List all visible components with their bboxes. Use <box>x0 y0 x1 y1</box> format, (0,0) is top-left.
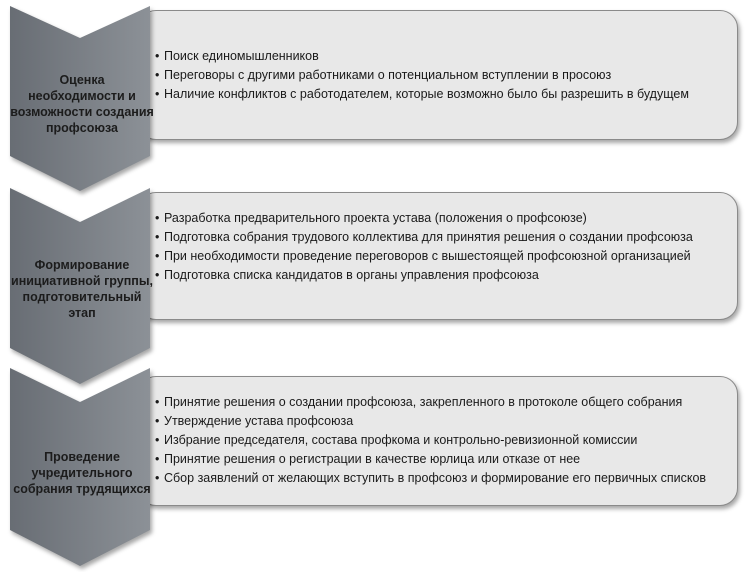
stage-2-title: Формирование инициативной группы, подготовительный этап <box>11 258 153 320</box>
stage-2-details-box <box>138 192 738 320</box>
stage-3-list <box>155 393 725 488</box>
stage-1 <box>0 6 750 196</box>
list-item: • Разработка предварительного проекта устава (положения о профсоюзе) <box>155 209 725 228</box>
list-item-text: Избрание председателя, состава профкома и контрольно-ревизионной комиссии <box>164 433 638 447</box>
list-item-text: Утверждение устава профсоюза <box>164 414 354 428</box>
list-item: • Избрание председателя, состава профкома и контрольно-ревизионной комиссии <box>155 431 725 450</box>
stage-1-list <box>155 47 725 104</box>
list-item: • Подготовка списка кандидатов в органы управления профсоюза <box>155 266 725 285</box>
list-item-text: При необходимости проведение переговоров с вышестоящей профсоюзной организацией <box>164 249 691 263</box>
list-item-text: Сбор заявлений от желающих вступить в профсоюз и формирование его первичных списков <box>164 471 707 485</box>
list-item: • Принятие решения о регистрации в качестве юрлица или отказе от нее <box>155 450 725 469</box>
list-item: • Переговоры с другими работниками о потенциальном вступлении в просоюз <box>155 66 725 85</box>
stage-1-details-box <box>138 10 738 140</box>
stage-3-title: Проведение учредительного собрания трудящихся <box>13 450 151 496</box>
list-item-text: Принятие решения о создании профсоюза, закрепленного в протоколе общего собрания <box>164 395 683 409</box>
stage-3 <box>0 368 750 572</box>
list-item-text: Подготовка собрания трудового коллектива для принятия решения о создании профсоюза <box>164 230 693 244</box>
stage-1-title: Оценка необходимости и возможности создания профсоюза <box>10 73 154 135</box>
list-item: • Подготовка собрания трудового коллектива для принятия решения о создании профсоюза <box>155 228 725 247</box>
list-item: • Наличие конфликтов с работодателем, которые возможно было бы разрешить в будущем <box>155 85 725 104</box>
list-item: • Сбор заявлений от желающих вступить в профсоюз и формирование его первичных списков <box>155 469 725 488</box>
stage-3-details-box <box>138 376 738 506</box>
list-item-text: Принятие решения о регистрации в качестве юрлица или отказе от нее <box>164 452 581 466</box>
stage-2 <box>0 188 750 386</box>
list-item-text: Наличие конфликтов с работодателем, которые возможно было бы разрешить в будущем <box>164 87 689 101</box>
list-item-text: Разработка предварительного проекта устава (положения о профсоюзе) <box>164 211 587 225</box>
list-item: • При необходимости проведение переговоров с вышестоящей профсоюзной организацией <box>155 247 725 266</box>
list-item-text: Поиск единомышленников <box>164 49 319 63</box>
stage-2-list <box>155 209 725 285</box>
list-item-text: Подготовка списка кандидатов в органы управления профсоюза <box>164 268 539 282</box>
list-item: • Поиск единомышленников <box>155 47 725 66</box>
list-item-text: Переговоры с другими работниками о потенциальном вступлении в просоюз <box>164 68 612 82</box>
list-item: • Утверждение устава профсоюза <box>155 412 725 431</box>
list-item: • Принятие решения о создании профсоюза, закрепленного в протоколе общего собрания <box>155 393 725 412</box>
